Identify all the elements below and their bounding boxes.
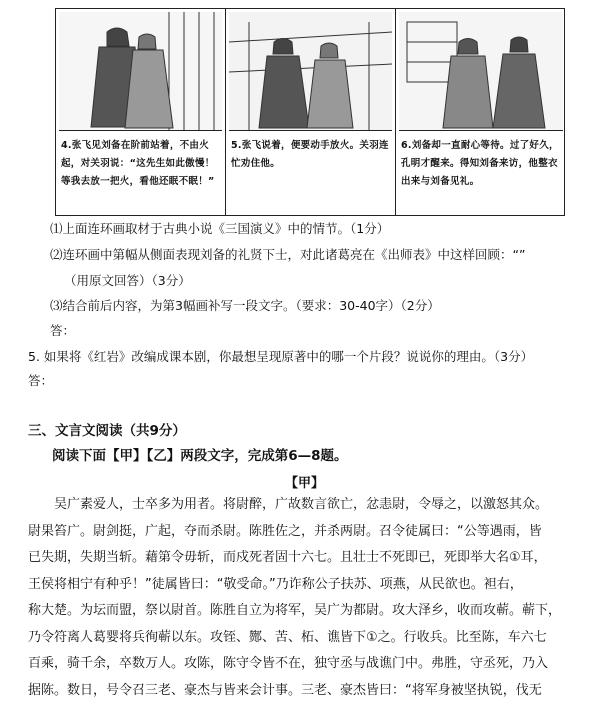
section-heading: 三、文言文阅读（共9分） (28, 423, 186, 439)
passage-line: 称大楚。为坛而盟，祭以尉首。陈胜自立为将军，吴广为都尉。攻大泽乡，收而攻蕲。蕲下， (28, 603, 562, 618)
passage-line: 乃令符离人葛婴将兵徇蕲以东。攻铚、酂、苦、柘、谯皆下①之。行收兵。比至陈，车六七 (28, 629, 547, 645)
comic-illustration-4 (59, 12, 222, 131)
passage-line: 已失期，失期当斩。藉第令毋斩，而戍死者固十六七。且壮士不死即已，死即举大名①耳， (28, 550, 547, 565)
comic-illustration-6 (399, 12, 563, 131)
question-2: ⑵连环画中第幅从侧面表现刘备的礼贤下士，对此诸葛亮在《出师表》中这样回顾：“” (50, 247, 526, 262)
passage-line: 吴广素爱人，士卒多为用者。将尉醉，广故数言欲亡，忿恚尉，令辱之，以激怒其众。 (54, 497, 549, 512)
passage-line: 尉果笞广。尉剑挺，广起，夺而杀尉。陈胜佐之，并杀两尉。召令徒属曰：“公等遇雨，皆 (28, 523, 542, 539)
passage-line: 据陈。数日，号令召三老、豪杰与皆来会计事。三老、豪杰皆曰：“将军身被坚执锐，伐无 (28, 682, 542, 698)
comic-panel-5 (226, 9, 396, 215)
passage-label-jia: 【甲】 (284, 476, 324, 491)
comic-caption-4: 4.张飞见刘备在阶前站着，不由火起，对关羽说：“这先生如此傲慢！等我去放一把火，看他还眠不眠！” (61, 140, 215, 187)
passage-line: 王侯将相宁有种乎！”徒属皆曰：“敬受命。”乃诈称公子扶苏、项燕，从民欲也。袒右， (28, 576, 523, 592)
section-instruction: 阅读下面【甲】【乙】两段文字，完成第6—8题。 (52, 448, 348, 464)
question-5: 5. 如果将《红岩》改编成课本剧，你最想呈现原著中的哪一个片段？说说你的理由。（3分） (28, 349, 534, 364)
comic-illustration-5 (229, 12, 392, 131)
question-5-answer: 答： (28, 373, 54, 388)
question-2-note: （用原文回答）（3分） (64, 273, 191, 288)
passage-line: 百乘，骑千余，卒数万人。攻陈，陈守令皆不在，独守丞与战谯门中。弗胜，守丞死，乃入 (28, 656, 549, 671)
comic-panel-6 (396, 9, 566, 215)
passage-jia (28, 492, 588, 704)
comic-caption-6: 6.刘备却一直耐心等待。过了好久，孔明才醒来。得知刘备来访，他整衣出来与刘备见礼。 (401, 140, 559, 187)
comic-caption-5: 5.张飞说着，便要动手放火。关羽连忙劝住他。 (231, 140, 389, 169)
question-3: ⑶结合前后内容，为第3幅画补写一段文字。（要求：30-40字）（2分） (50, 298, 440, 313)
answer-label: 答： (50, 323, 76, 338)
comic-panel-4 (56, 9, 226, 215)
comic-strip (55, 8, 565, 216)
question-1: ⑴上面连环画取材于古典小说《三国演义》中的情节。（1分） (50, 221, 390, 236)
